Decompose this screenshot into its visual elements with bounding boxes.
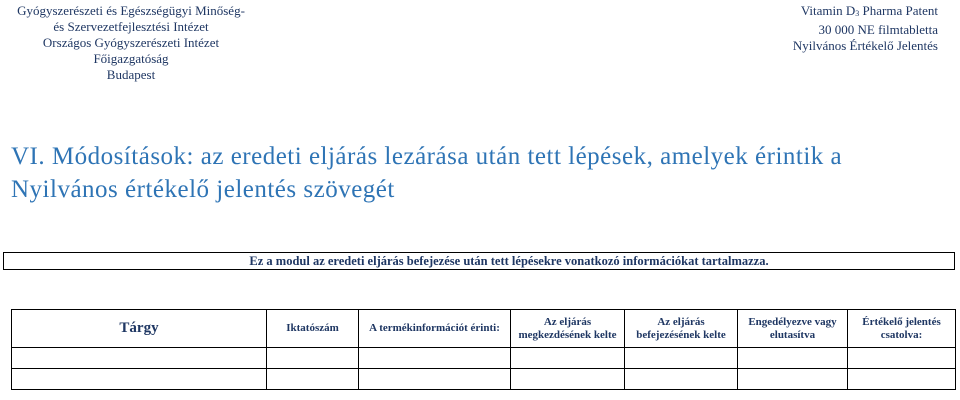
header-report-attached: Értékelő jelentés csatolva:: [848, 310, 956, 348]
header-approved-rejected: Engedélyezve vagy elutasítva: [738, 310, 848, 348]
header-product-block: [708, 3, 938, 54]
agency-line: és Szervezetfejlesztési Intézet: [53, 19, 209, 34]
table-cell: [738, 348, 848, 369]
module-info-box: Ez a modul az eredeti eljárás befejezése után tett lépésekre vonatkozó információkat tartalmazza.: [3, 252, 955, 270]
agency-line: Főigazgatóság: [93, 51, 169, 66]
agency-line: Budapest: [106, 67, 156, 82]
table-header-row: [12, 310, 956, 348]
table-cell: [511, 369, 625, 390]
table-cell: [848, 369, 956, 390]
header-end-date: Az eljárás befejezésének kelte: [625, 310, 738, 348]
table-cell: [738, 369, 848, 390]
table-cell: [12, 369, 267, 390]
report-type: Nyilvános Értékelő Jelentés: [792, 38, 938, 53]
header-affects-product-info: A termékinformációt érinti:: [359, 310, 511, 348]
agency-line: Gyógyszerészeti és Egészségügyi Minőség-: [17, 3, 245, 18]
product-form: 30 000 NE filmtabletta: [818, 22, 938, 37]
table-row: [12, 369, 956, 390]
modifications-table: [11, 309, 956, 390]
header-subject: Tárgy: [12, 310, 267, 348]
table-cell: [625, 348, 738, 369]
table-cell: [511, 348, 625, 369]
table-cell: [267, 348, 359, 369]
header-start-date: Az eljárás megkezdésének kelte: [511, 310, 625, 348]
section-title: VI. Módosítások: az eredeti eljárás lezárása után tett lépések, amelyek érintik a Nyilvános értékelő jelentés szövegét: [11, 143, 843, 203]
table-cell: [359, 369, 511, 390]
product-name: Vitamin $D_3$ Pharma Patent: [800, 3, 938, 18]
table-cell: [12, 348, 267, 369]
table-cell: [359, 348, 511, 369]
header-agency-block: [11, 3, 251, 83]
table-cell: [267, 369, 359, 390]
header-reference-number: Iktatószám: [267, 310, 359, 348]
agency-line: Országos Gyógyszerészeti Intézet: [42, 35, 220, 50]
table-cell: [625, 369, 738, 390]
table-cell: [848, 348, 956, 369]
table-row: [12, 348, 956, 369]
